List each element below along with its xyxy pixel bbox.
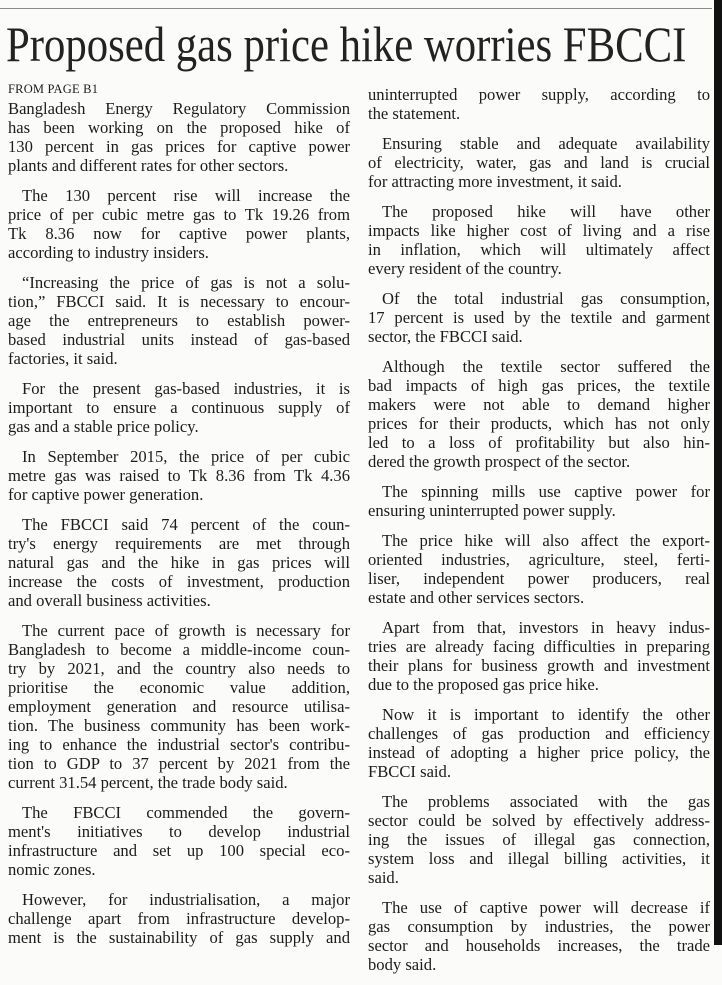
article-column-1	[8, 80, 350, 958]
paragraph	[368, 289, 710, 346]
text-line: tries are already facing difficulties in preparing	[368, 637, 710, 656]
text-line: try's energy requirements are met through	[8, 534, 350, 553]
text-line: gas and a stable price policy.	[8, 417, 199, 436]
text-line: dered the growth prospect of the sector.	[368, 452, 631, 471]
text-line: ment is the sustainability of gas supply and	[8, 928, 350, 947]
article-column-2	[368, 85, 710, 985]
text-line: for captive power generation.	[8, 485, 204, 504]
paragraph	[8, 515, 350, 610]
text-line: The 130 percent rise will increase the	[22, 186, 350, 205]
text-line: employment generation and resource utilisa-	[8, 697, 350, 716]
paragraph	[368, 792, 710, 887]
text-line: nomic zones.	[8, 860, 96, 879]
text-line: every resident of the country.	[368, 259, 562, 278]
text-line: system loss and illegal billing activities, it	[368, 849, 710, 868]
from-page-kicker: FROM PAGE B1	[8, 82, 99, 96]
text-line: The FBCCI said 74 percent of the coun-	[22, 515, 350, 534]
text-line: makers were not able to demand higher	[368, 395, 710, 414]
text-line: In September 2015, the price of per cubic	[22, 447, 350, 466]
text-line: prioritise the economic value addition,	[8, 678, 350, 697]
text-line: Bangladesh Energy Regulatory Commission	[8, 99, 350, 118]
text-line: factories, it said.	[8, 349, 118, 368]
paragraph	[8, 273, 350, 368]
text-line: “Increasing the price of gas is not a solu-	[22, 273, 350, 292]
text-line: Of the total industrial gas consumption,	[382, 289, 710, 308]
paragraph	[8, 186, 350, 262]
paragraph	[8, 447, 350, 504]
text-line: Although the textile sector suffered the	[382, 357, 710, 376]
text-line: 130 percent in gas prices for captive power	[8, 137, 350, 156]
paragraph	[368, 134, 710, 191]
text-line: The proposed hike will have other	[382, 202, 710, 221]
paragraph	[368, 85, 710, 123]
text-line: The current pace of growth is necessary for	[22, 621, 350, 640]
paragraph	[8, 99, 350, 175]
text-line: challenges of gas production and efficiency	[368, 724, 710, 743]
text-line: metre gas was raised to Tk 8.36 from Tk 4.36	[8, 466, 350, 485]
text-line: prices for their products, which has not only	[368, 414, 710, 433]
paragraph	[368, 482, 710, 520]
top-rule	[0, 8, 712, 9]
text-line: ing to enhance the industrial sector's contribu-	[8, 735, 350, 754]
text-line: tion to GDP to 37 percent by 2021 from the	[8, 754, 350, 773]
text-line: The use of captive power will decrease if	[382, 898, 710, 917]
text-line: impacts like higher cost of living and a rise	[368, 221, 710, 240]
text-line: FBCCI said.	[368, 762, 451, 781]
text-line: of electricity, water, gas and land is crucial	[368, 153, 710, 172]
text-line: ment's initiatives to develop industrial	[8, 822, 350, 841]
text-line: sector and households increases, the trade	[368, 936, 710, 955]
text-line: increase the costs of investment, production	[8, 572, 350, 591]
text-line: natural gas and the hike in gas prices will	[8, 553, 350, 572]
paragraph	[368, 618, 710, 694]
text-line: said.	[368, 868, 399, 887]
text-line: body said.	[368, 955, 437, 974]
text-line: The FBCCI commended the govern-	[22, 803, 350, 822]
text-line: led to a loss of profitability but also hin-	[368, 433, 710, 452]
text-line: important to ensure a continuous supply of	[8, 398, 350, 417]
text-line: Now it is important to identify the other	[382, 705, 710, 724]
paragraph	[8, 890, 350, 947]
paragraph	[368, 357, 710, 471]
text-line: based industrial units instead of gas-based	[8, 330, 350, 349]
text-line: bad impacts of high gas prices, the textile	[368, 376, 710, 395]
text-line: uninterrupted power supply, according to	[368, 85, 710, 104]
text-line: in inflation, which will ultimately affect	[368, 240, 710, 259]
text-line: Ensuring stable and adequate availability	[382, 134, 710, 153]
text-line: estate and other services sectors.	[368, 588, 585, 607]
text-line: current 31.54 percent, the trade body said.	[8, 773, 288, 792]
text-line: infrastructure and set up 100 special eco-	[8, 841, 350, 860]
text-line: liser, independent power producers, real	[368, 569, 710, 588]
text-line: The spinning mills use captive power for	[382, 482, 710, 501]
paragraph	[368, 705, 710, 781]
text-line: 17 percent is used by the textile and garment	[368, 308, 710, 327]
text-line: age the entrepreneurs to establish power-	[8, 311, 350, 330]
text-line: challenge apart from infrastructure develop-	[8, 909, 350, 928]
text-line: instead of adopting a higher price policy, the	[368, 743, 710, 762]
text-line: However, for industrialisation, a major	[22, 890, 350, 909]
text-line: Bangladesh to become a middle-income coun-	[8, 640, 350, 659]
text-line: tion,” FBCCI said. It is necessary to encour-	[8, 292, 350, 311]
text-line: The problems associated with the gas	[382, 792, 710, 811]
paragraph	[8, 621, 350, 792]
text-line: for attracting more investment, it said.	[368, 172, 622, 191]
text-line: the statement.	[368, 104, 461, 123]
text-line: oriented industries, agriculture, steel, ferti-	[368, 550, 710, 569]
paragraph	[368, 898, 710, 974]
text-line: Apart from that, investors in heavy indus-	[382, 618, 710, 637]
page-edge	[714, 0, 722, 945]
text-line: has been working on the proposed hike of	[8, 118, 350, 137]
text-line: price of per cubic metre gas to Tk 19.26 from	[8, 205, 350, 224]
paragraph	[368, 202, 710, 278]
headline: Proposed gas price hike worries FBCCI	[6, 16, 687, 72]
text-line: tion. The business community has been work-	[8, 716, 350, 735]
text-line: according to industry insiders.	[8, 243, 209, 262]
text-line: plants and different rates for other sectors.	[8, 156, 289, 175]
text-line: ing the issues of illegal gas connection,	[368, 830, 710, 849]
text-line: gas consumption by industries, the power	[368, 917, 710, 936]
text-line: try by 2021, and the country also needs to	[8, 659, 350, 678]
paragraph	[368, 531, 710, 607]
text-line: their plans for business growth and investment	[368, 656, 710, 675]
paragraph	[8, 379, 350, 436]
text-line: sector could be solved by effectively address-	[368, 811, 710, 830]
text-line: ensuring uninterrupted power supply.	[368, 501, 616, 520]
text-line: due to the proposed gas price hike.	[368, 675, 599, 694]
text-line: sector, the FBCCI said.	[368, 327, 523, 346]
text-line: For the present gas-based industries, it is	[22, 379, 350, 398]
paragraph	[8, 803, 350, 879]
text-line: The price hike will also affect the export-	[382, 531, 710, 550]
text-line: and overall business activities.	[8, 591, 211, 610]
text-line: Tk 8.36 now for captive power plants,	[8, 224, 350, 243]
